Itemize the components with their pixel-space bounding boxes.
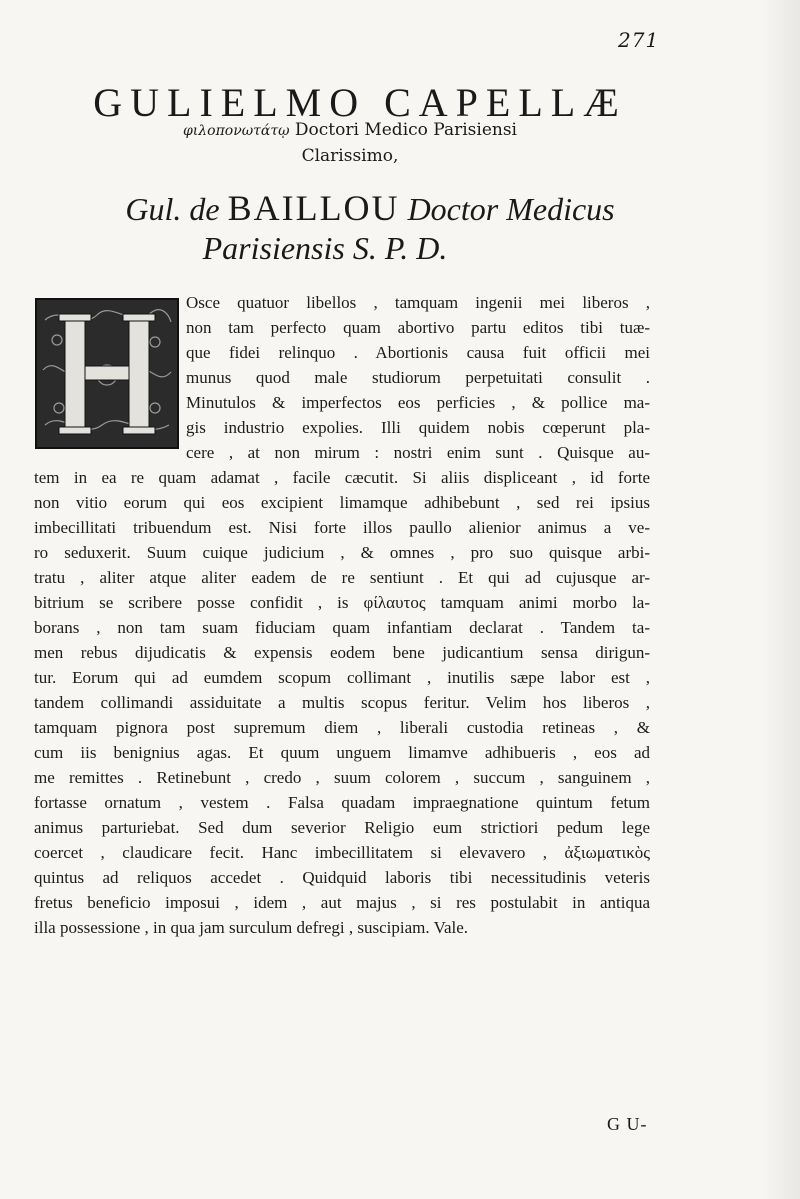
body-line: Osce quatuor libellos , tamquam ingenii mei liberos ,: [186, 293, 650, 312]
author-name: BAILLOU: [227, 188, 400, 228]
body-line: men rebus dijudicatis & expensis eodem bene judicantium sensa dirigun-: [34, 643, 650, 662]
dedication-text: Doctori Medico Parisiensi: [294, 120, 517, 140]
body-line: tur. Eorum qui ad eumdem scopum collimant , inutilis sæpe labor est ,: [34, 668, 650, 687]
body-line: que fidei relinquo . Abortionis causa fuit officii mei: [186, 343, 650, 362]
body-line: imbecillitati tribuendum est. Nisi forte illos paullo alienior animus a ve-: [34, 518, 650, 537]
body-line: non vitio eorum qui eos excipient limamque adhibebunt , sed rei ipsius: [34, 493, 650, 512]
body-line: Minutulos & imperfectos eos perficies , & pollice ma-: [186, 393, 650, 412]
body-line: quintus ad reliquos accedet . Quidquid laboris tibi necessitudinis veteris: [34, 868, 650, 887]
body-line: illa possessione , in qua jam surculum defregi , suscipiam. Vale.: [34, 918, 469, 937]
body-line: non tam perfecto quam abortivo partu editos tibi tuæ-: [186, 318, 650, 337]
body-line: fortasse ornatum , vestem . Falsa quadam impraegnatione quintum fetum: [34, 793, 650, 812]
body-line: me remittes . Retinebunt , credo , suum colorem , succum , sanguinem ,: [34, 768, 650, 787]
page-number: 271: [618, 28, 660, 52]
body-line: cere , at non mirum : nostri enim sunt . Quisque au-: [186, 443, 650, 462]
page-title: GULIELMO CAPELLÆ: [93, 79, 627, 125]
body-line: munus quod male studiorum perpetuitati consulit .: [186, 368, 650, 387]
body-line: tamquam pignora post supremum diem , liberali custodia retineas , &: [34, 718, 650, 737]
catchword: G U-: [607, 1114, 648, 1134]
body-line: gis industrio expolies. Illi quidem nobis cœperunt pla-: [186, 418, 650, 437]
body-line: tratu , aliter atque aliter eadem de re sentiunt . Et qui ad cujusque ar-: [34, 568, 650, 587]
salutation-line-2: Parisiensis S. P. D.: [202, 230, 448, 266]
body-line: bitrium se scribere posse confidit , is φίλαυτος tamquam animi morbo la-: [34, 593, 650, 612]
salutation-title: Doctor Medicus: [407, 191, 615, 227]
body-line: coercet , claudicare fecit. Hanc imbecillitatem si elevavero , ἀξιωματικὸς: [34, 843, 650, 862]
body-line: tem in ea re quam adamat , facile cæcutit. Si aliis displiceant , id forte: [34, 468, 650, 487]
body-line: tandem collimandi assiduitate a multis scopus feritur. Velim hos liberos ,: [34, 693, 650, 712]
body-line: animus parturiebat. Sed dum severior Religio eum strictiori pedum lege: [34, 818, 650, 837]
body-line: ro seduxerit. Suum cuique judicium , & omnes , pro suo quisque arbi-: [34, 543, 650, 562]
greek-epithet: φιλοπονωτάτῳ: [183, 123, 290, 139]
salutation-prefix: Gul. de: [125, 191, 220, 227]
body-line: borans , non tam suam fiduciam quam infantiam declarat . Tandem ta-: [34, 618, 650, 637]
body-line: fretus beneficio imposui , idem , aut majus , si res postulabit in antiqua: [34, 893, 650, 912]
dedication-line-2: Clarissimo,: [301, 146, 399, 166]
body-line: cum iis benignius agas. Et quum unguem limamve adhibueris , eos ad: [34, 743, 650, 762]
